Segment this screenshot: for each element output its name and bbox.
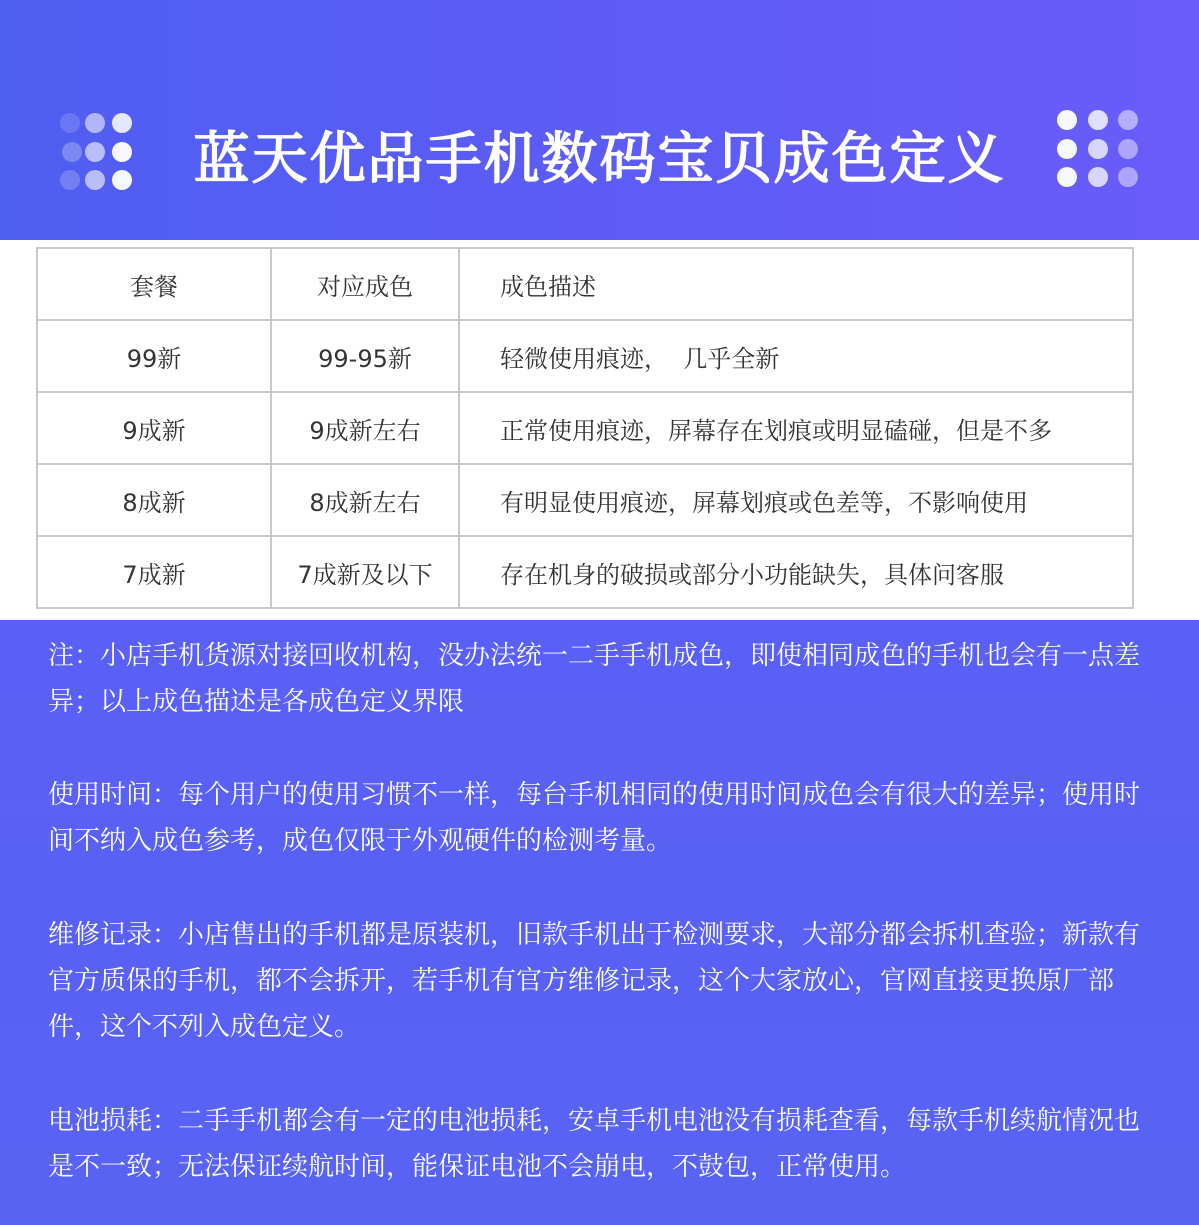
dot-icon — [1088, 167, 1108, 187]
repair-record-paragraph: 维修记录：小店售出的手机都是原装机，旧款手机出于检测要求，大部分都会拆机查验；新款有官方质保的手机，都不会拆开，若手机有官方维修记录，这个大家放心，官网直接更换原厂部件，这个不列入成色定义。 — [48, 920, 1141, 1042]
table-row — [37, 392, 1133, 464]
cell-description: 正常使用痕迹，屏幕存在划痕或明显磕碰，但是不多 — [459, 392, 1133, 464]
header-banner — [0, 0, 1199, 240]
page-title: 蓝天优品手机数码宝贝成色定义 — [193, 127, 1006, 192]
grade-table-section — [0, 240, 1199, 620]
dot-icon — [1088, 139, 1108, 159]
dot-icon — [1057, 167, 1077, 187]
decorative-dots-right — [1055, 110, 1165, 190]
cell-package: 7成新 — [37, 536, 271, 608]
cell-description: 有明显使用痕迹，屏幕划痕或色差等，不影响使用 — [459, 464, 1133, 536]
cell-condition: 9成新左右 — [271, 392, 459, 464]
cell-package: 9成新 — [37, 392, 271, 464]
cell-package: 8成新 — [37, 464, 271, 536]
table-row — [37, 464, 1133, 536]
dot-icon — [1118, 139, 1138, 159]
usage-time-paragraph: 使用时间：每个用户的使用习惯不一样，每台手机相同的使用时间成色会有很大的差异；使用时间不纳入成色参考，成色仅限于外观硬件的检测考量。 — [48, 780, 1141, 856]
cell-condition: 99-95新 — [271, 320, 459, 392]
cell-package: 99新 — [37, 320, 271, 392]
column-header-condition: 对应成色 — [271, 248, 459, 320]
column-header-package: 套餐 — [37, 248, 271, 320]
table-header-row — [37, 248, 1133, 320]
dot-icon — [1118, 110, 1138, 130]
grade-table — [36, 247, 1134, 609]
note-paragraph: 注：小店手机货源对接回收机构，没办法统一二手手机成色，即使相同成色的手机也会有一点差异；以上成色描述是各成色定义界限 — [48, 641, 1141, 717]
cell-condition: 8成新左右 — [271, 464, 459, 536]
cell-condition: 7成新及以下 — [271, 536, 459, 608]
notes-section — [0, 620, 1199, 1225]
dot-icon — [1088, 110, 1108, 130]
dot-icon — [1118, 167, 1138, 187]
table-row — [37, 536, 1133, 608]
column-header-description: 成色描述 — [459, 248, 1133, 320]
cell-description: 存在机身的破损或部分小功能缺失，具体问客服 — [459, 536, 1133, 608]
dot-icon — [1057, 139, 1077, 159]
table-row — [37, 320, 1133, 392]
dot-icon — [1057, 110, 1077, 130]
battery-paragraph: 电池损耗：二手手机都会有一定的电池损耗，安卓手机电池没有损耗查看，每款手机续航情况也是不一致；无法保证续航时间，能保证电池不会崩电，不鼓包，正常使用。 — [48, 1106, 1141, 1182]
cell-description: 轻微使用痕迹， 几乎全新 — [459, 320, 1133, 392]
